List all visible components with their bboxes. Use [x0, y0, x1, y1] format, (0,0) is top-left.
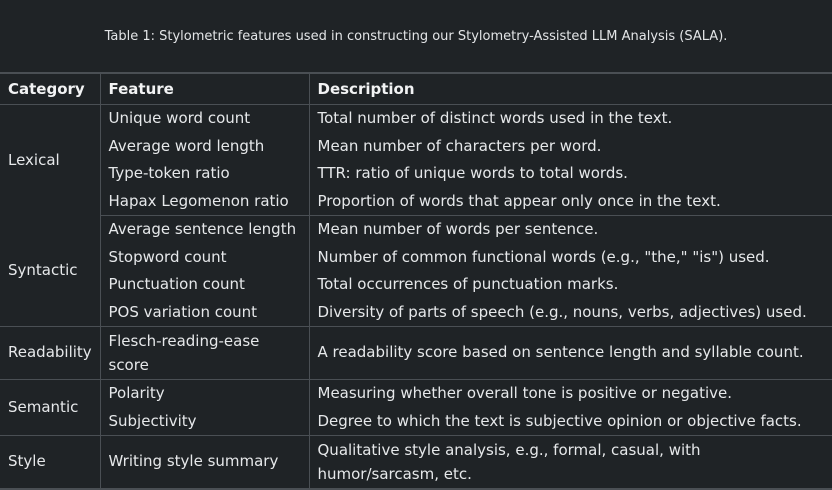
table-header-row: [0, 73, 832, 105]
description-cell: Degree to which the text is subjective opinion or objective facts.: [309, 408, 832, 436]
category-cell: Semantic: [0, 380, 100, 436]
feature-cell: Stopword count: [100, 244, 309, 272]
description-cell: Diversity of parts of speech (e.g., nouns, verbs, adjectives) used.: [309, 299, 832, 327]
table-caption: Table 1: Stylometric features used in constructing our Stylometry-Assisted LLM Analysis (SALA).: [104, 28, 728, 44]
table-row: [0, 105, 832, 133]
table-row: [0, 380, 832, 408]
description-cell: Total number of distinct words used in the text.: [317, 109, 673, 127]
description-cell: A readability score based on sentence length and syllable count.: [309, 327, 832, 380]
description-cell: Qualitative style analysis, e.g., formal, casual, with humor/sarcasm, etc.: [309, 436, 832, 490]
description-cell: Proportion of words that appear only once in the text.: [309, 188, 832, 216]
feature-cell: Writing style summary: [100, 436, 309, 490]
table-row: [0, 299, 832, 327]
category-cell: Style: [0, 436, 100, 490]
category-cell: Lexical: [0, 105, 100, 216]
feature-cell: Punctuation count: [100, 271, 309, 299]
stylometric-features-table: [0, 72, 832, 490]
table-row: [0, 271, 832, 299]
description-cell: Measuring whether overall tone is positive or negative.: [317, 384, 733, 402]
feature-cell: Average sentence length: [100, 216, 309, 244]
header-description: Description: [317, 80, 415, 98]
feature-cell: Flesch-reading-ease score: [100, 327, 309, 380]
table-row: [0, 408, 832, 436]
feature-cell: POS variation count: [100, 299, 309, 327]
description-cell: Number of common functional words (e.g., "the," "is") used.: [317, 247, 770, 266]
header-feature: Feature: [100, 73, 309, 105]
feature-cell: Average word length: [100, 133, 309, 161]
feature-cell: Polarity: [100, 380, 309, 408]
table-row: [0, 327, 832, 380]
table-row: [0, 436, 832, 490]
description-cell: Total occurrences of punctuation marks.: [317, 275, 619, 293]
table-row: [0, 160, 832, 188]
description-cell: TTR: ratio of unique words to total words.: [317, 164, 628, 182]
table-row: [0, 216, 832, 244]
feature-cell: Unique word count: [100, 105, 309, 133]
feature-cell: Subjectivity: [100, 408, 309, 436]
feature-cell: Hapax Legomenon ratio: [100, 188, 309, 216]
header-category: Category: [0, 73, 100, 105]
feature-cell: Type-token ratio: [100, 160, 309, 188]
description-cell: Mean number of characters per word.: [317, 136, 602, 155]
table-row: [0, 133, 832, 161]
table-row: [0, 188, 832, 216]
category-cell: Syntactic: [0, 216, 100, 327]
table-row: [0, 244, 832, 272]
description-cell: Mean number of words per sentence.: [317, 220, 599, 238]
category-cell: Readability: [0, 327, 100, 380]
